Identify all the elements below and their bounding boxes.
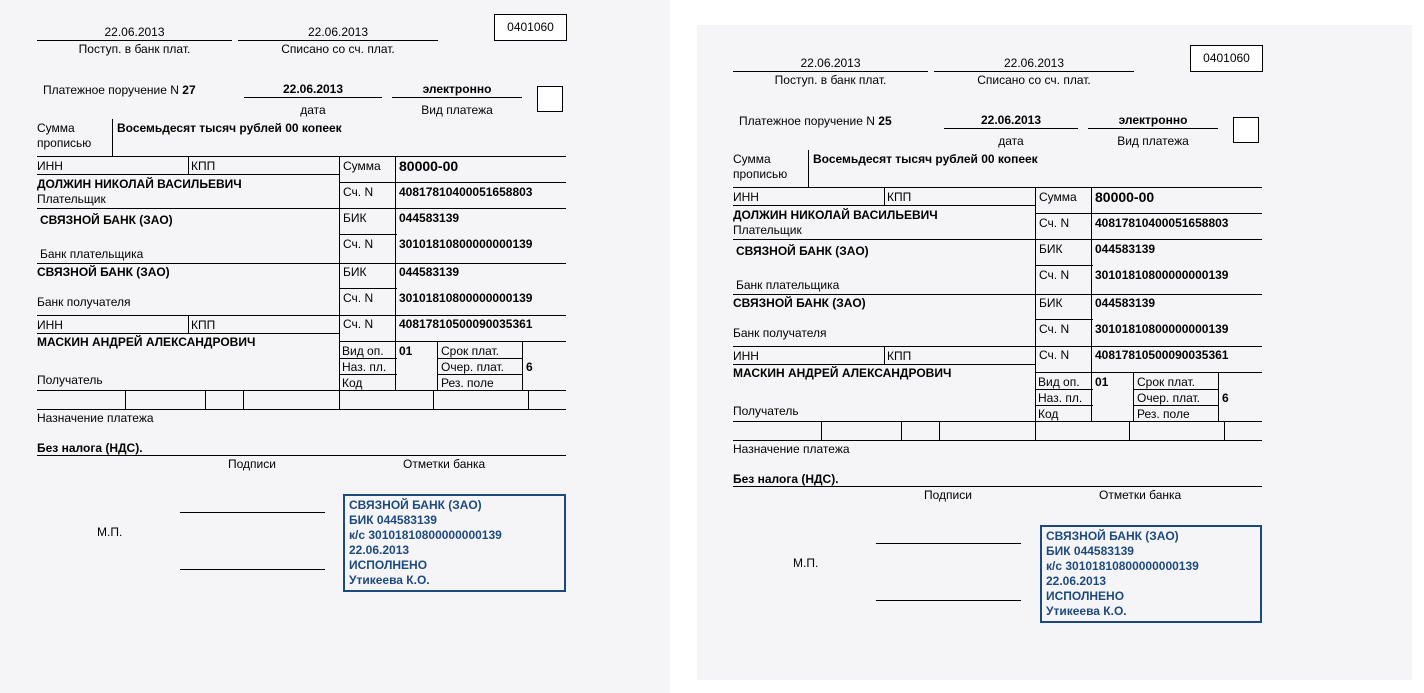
divider <box>339 390 340 409</box>
divider <box>1224 421 1225 440</box>
purpose-label: Назначение платежа <box>733 442 850 456</box>
divider <box>733 486 1262 487</box>
stamp-line: к/с 30101810800000000139 <box>349 528 502 542</box>
divider <box>1035 389 1093 390</box>
divider <box>37 315 566 316</box>
payer-inn-label: ИНН <box>37 159 63 173</box>
payer-bank-bik: 044583139 <box>399 211 460 225</box>
divider <box>1133 372 1134 421</box>
stamp-line: БИК 044583139 <box>349 513 437 527</box>
divider <box>1133 405 1219 406</box>
recipient-bank-label: Банк получателя <box>37 295 131 309</box>
divider <box>339 234 397 235</box>
divider <box>188 315 189 333</box>
divider <box>1091 187 1092 421</box>
op-type-label: Вид оп. <box>342 344 384 358</box>
sum-in-words: Восемьдесят тысяч рублей 00 копеек <box>813 152 1038 166</box>
mark-box <box>537 86 563 112</box>
payer-name: ДОЛЖИН НИКОЛАЙ ВАСИЛЬЕВИЧ <box>37 177 242 191</box>
priority-label: Очер. плат. <box>441 360 505 374</box>
divider <box>37 174 339 175</box>
recipient-kpp-label: КПП <box>887 349 912 363</box>
payment-order-form <box>0 0 600 650</box>
bank-marks-label: Отметки банка <box>1099 488 1182 502</box>
purpose-code-label: Наз. пл. <box>342 360 387 374</box>
signature-line <box>180 512 325 513</box>
stamp-line: Утикеева К.О. <box>1046 604 1127 618</box>
payer-bank-corr: 30101810800000000139 <box>399 237 533 251</box>
divider <box>392 97 522 98</box>
divider <box>528 390 529 409</box>
divider <box>37 263 566 264</box>
divider <box>939 421 940 440</box>
divider <box>901 421 902 440</box>
divider <box>1088 128 1218 129</box>
payer-corr-label: Сч. N <box>1039 268 1070 282</box>
term-label: Срок плат. <box>1137 375 1196 389</box>
op-type-value: 01 <box>399 344 413 358</box>
bank-stamp <box>343 494 566 592</box>
priority-label: Очер. плат. <box>1137 391 1201 405</box>
divider <box>733 71 928 72</box>
purpose-code-label: Наз. пл. <box>1038 391 1083 405</box>
divider <box>37 156 566 157</box>
stamp-line: ИСПОЛНЕНО <box>349 558 428 572</box>
recipient-label: Получатель <box>37 373 103 387</box>
divider <box>339 182 566 183</box>
divider <box>733 205 1035 206</box>
payer-name: ДОЛЖИН НИКОЛАЙ ВАСИЛЬЕВИЧ <box>733 208 938 222</box>
debited-label: Списано со сч. плат. <box>977 73 1091 87</box>
received-label: Поступ. в банк плат. <box>774 73 887 87</box>
payment-type-label: Вид платежа <box>1117 134 1189 148</box>
recipient-bik-label: БИК <box>1039 296 1063 310</box>
order-number: 27 <box>182 83 196 97</box>
signature-line <box>876 543 1021 544</box>
divider <box>821 421 822 440</box>
divider <box>339 156 340 390</box>
stamp-line: к/с 30101810800000000139 <box>1046 559 1199 573</box>
stamp-line: ИСПОЛНЕНО <box>1046 589 1125 603</box>
divider <box>934 71 1134 72</box>
payer-label: Плательщик <box>733 223 802 237</box>
recipient-label: Получатель <box>733 404 799 418</box>
divider <box>733 294 1262 295</box>
divider <box>1035 213 1262 214</box>
debited-date: 22.06.2013 <box>307 25 369 39</box>
payment-type: электронно <box>422 82 492 96</box>
divider <box>1129 421 1130 440</box>
debited-date: 22.06.2013 <box>1003 56 1065 70</box>
form-code: 0401060 <box>1190 45 1263 72</box>
divider <box>1035 265 1093 266</box>
recipient-kpp-label: КПП <box>191 318 216 332</box>
payer-bik-label: БИК <box>1039 242 1063 256</box>
payer-bank-bik: 044583139 <box>1095 242 1156 256</box>
signatures-label: Подписи <box>924 488 972 502</box>
payer-kpp-label: КПП <box>887 190 912 204</box>
payer-kpp-label: КПП <box>191 159 216 173</box>
reserve-label: Рез. поле <box>441 376 494 390</box>
divider <box>1035 421 1036 440</box>
payer-account-label: Сч. N <box>343 185 374 199</box>
seal-label: М.П. <box>793 556 819 570</box>
sum-value: 80000-00 <box>1095 189 1155 205</box>
divider <box>244 97 382 98</box>
payer-bank-label: Банк плательщика <box>736 278 840 292</box>
divider <box>437 374 523 375</box>
bank-marks-label: Отметки банка <box>403 457 486 471</box>
divider <box>808 150 809 187</box>
divider <box>733 421 1262 422</box>
divider <box>1218 372 1219 421</box>
op-type-label: Вид оп. <box>1038 375 1080 389</box>
divider <box>339 358 397 359</box>
recipient-bank-bik: 044583139 <box>399 265 460 279</box>
received-label: Поступ. в банк плат. <box>78 42 191 56</box>
stamp-line: СВЯЗНОЙ БАНК (ЗАО) <box>1046 529 1179 543</box>
divider <box>37 409 566 410</box>
received-date: 22.06.2013 <box>800 56 861 70</box>
recipient-bank-corr: 30101810800000000139 <box>399 291 533 305</box>
signature-line <box>180 569 325 570</box>
divider <box>1133 389 1219 390</box>
divider <box>395 156 396 390</box>
divider <box>522 341 523 390</box>
divider <box>733 364 1035 365</box>
recipient-bank-label: Банк получателя <box>733 326 827 340</box>
stamp-line: БИК 044583139 <box>1046 544 1134 558</box>
payment-type: электронно <box>1118 113 1188 127</box>
divider <box>1035 319 1093 320</box>
divider <box>733 187 1262 188</box>
signature-line <box>876 600 1021 601</box>
payer-inn-label: ИНН <box>733 190 759 204</box>
received-date: 22.06.2013 <box>104 25 165 39</box>
recipient-bank-bik: 044583139 <box>1095 296 1156 310</box>
divider <box>884 346 885 364</box>
debited-label: Списано со сч. плат. <box>281 42 395 56</box>
divider <box>437 341 438 390</box>
divider <box>37 390 566 391</box>
divider <box>733 346 1262 347</box>
recipient-bank-name: СВЯЗНОЙ БАНК (ЗАО) <box>37 265 170 279</box>
stamp-line: 22.06.2013 <box>349 543 410 557</box>
recipient-bik-label: БИК <box>343 265 367 279</box>
divider <box>1035 372 1262 373</box>
reserve-label: Рез. поле <box>1137 407 1190 421</box>
divider <box>125 390 126 409</box>
stamp-line: Утикеева К.О. <box>349 573 430 587</box>
divider <box>37 333 339 334</box>
sum-words-label-2: прописью <box>37 136 92 150</box>
purpose-label: Назначение платежа <box>37 411 154 425</box>
divider <box>188 156 189 174</box>
divider <box>339 341 566 342</box>
date-label: дата <box>998 134 1024 148</box>
priority-value: 6 <box>1222 391 1229 405</box>
recipient-account: 40817810500090035361 <box>1095 348 1229 362</box>
mark-box <box>1233 117 1259 143</box>
payment-order-panel-right <box>697 25 1412 680</box>
order-date: 22.06.2013 <box>980 113 1042 127</box>
recipient-account: 40817810500090035361 <box>399 317 533 331</box>
divider <box>205 390 206 409</box>
divider <box>339 374 397 375</box>
divider <box>238 40 438 41</box>
term-label: Срок плат. <box>441 344 500 358</box>
recipient-inn-label: ИНН <box>37 318 63 332</box>
recipient-inn-label: ИНН <box>733 349 759 363</box>
payer-bank-name: СВЯЗНОЙ БАНК (ЗАО) <box>40 213 173 227</box>
recipient-corr-label: Сч. N <box>1039 322 1070 336</box>
divider <box>1035 405 1093 406</box>
payer-bank-name: СВЯЗНОЙ БАНК (ЗАО) <box>736 244 869 258</box>
payment-order-form <box>697 31 1297 681</box>
sum-label: Сумма <box>1039 190 1077 204</box>
payer-corr-label: Сч. N <box>343 237 374 251</box>
order-title: Платежное поручение N 27 <box>43 83 196 97</box>
payer-bank-label: Банк плательщика <box>40 247 144 261</box>
bank-stamp <box>1040 525 1262 623</box>
payer-label: Плательщик <box>37 192 106 206</box>
divider <box>1035 187 1036 421</box>
code-label: Код <box>1038 407 1059 421</box>
divider <box>339 288 397 289</box>
sum-words-label-1: Сумма <box>733 152 771 166</box>
recipient-account-label: Сч. N <box>343 317 374 331</box>
op-type-value: 01 <box>1095 375 1109 389</box>
payer-account-label: Сч. N <box>1039 216 1070 230</box>
sum-words-label-2: прописью <box>733 167 788 181</box>
sum-label: Сумма <box>343 159 381 173</box>
divider <box>112 119 113 156</box>
recipient-corr-label: Сч. N <box>343 291 374 305</box>
divider <box>733 440 1262 441</box>
signatures-label: Подписи <box>228 457 276 471</box>
payment-order-panel-left <box>0 0 670 693</box>
divider <box>944 128 1078 129</box>
divider <box>243 390 244 409</box>
sum-value: 80000-00 <box>399 158 459 174</box>
divider <box>433 390 434 409</box>
priority-value: 6 <box>526 360 533 374</box>
order-date: 22.06.2013 <box>282 82 344 96</box>
payer-account: 40817810400051658803 <box>399 185 533 199</box>
divider <box>884 187 885 205</box>
date-label: дата <box>300 103 326 117</box>
recipient-name: МАСКИН АНДРЕЙ АЛЕКСАНДРОВИЧ <box>733 366 952 380</box>
recipient-name: МАСКИН АНДРЕЙ АЛЕКСАНДРОВИЧ <box>37 335 256 349</box>
form-code: 0401060 <box>494 14 567 41</box>
seal-label: М.П. <box>97 525 123 539</box>
code-label: Код <box>342 376 363 390</box>
divider <box>733 239 1262 240</box>
divider <box>37 455 566 456</box>
payer-account: 40817810400051658803 <box>1095 216 1229 230</box>
recipient-account-label: Сч. N <box>1039 348 1070 362</box>
divider <box>437 358 523 359</box>
stamp-line: СВЯЗНОЙ БАНК (ЗАО) <box>349 498 482 512</box>
sum-in-words: Восемьдесят тысяч рублей 00 копеек <box>117 121 342 135</box>
purpose-value: Без налога (НДС). <box>37 441 143 455</box>
stamp-line: 22.06.2013 <box>1046 574 1107 588</box>
sum-words-label-1: Сумма <box>37 121 75 135</box>
purpose-value: Без налога (НДС). <box>733 472 839 486</box>
divider <box>37 208 566 209</box>
order-number: 25 <box>878 114 892 128</box>
divider <box>37 40 232 41</box>
payer-bank-corr: 30101810800000000139 <box>1095 268 1229 282</box>
payment-type-label: Вид платежа <box>421 103 493 117</box>
order-title: Платежное поручение N 25 <box>739 114 892 128</box>
recipient-bank-corr: 30101810800000000139 <box>1095 322 1229 336</box>
payer-bik-label: БИК <box>343 211 367 225</box>
recipient-bank-name: СВЯЗНОЙ БАНК (ЗАО) <box>733 296 866 310</box>
